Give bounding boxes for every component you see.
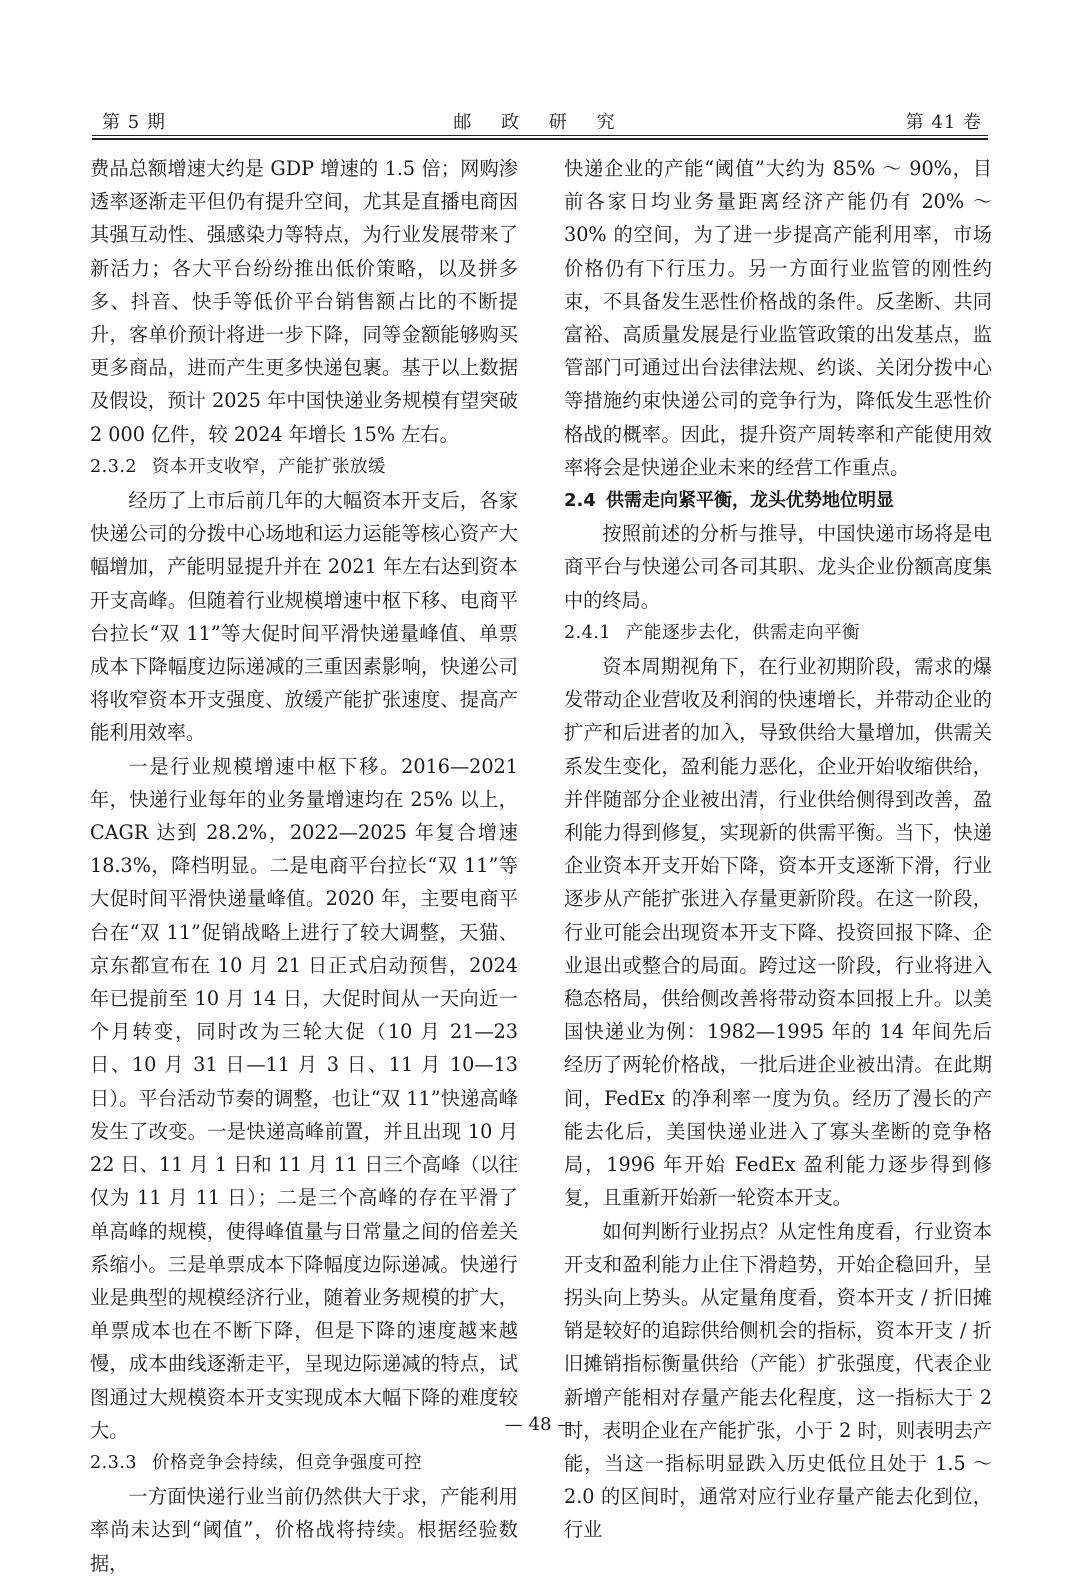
paragraph: 经历了上市后前几年的大幅资本开支后，各家快递公司的分拨中心场地和运力运能等核心资产大幅增加，产能明显提升并在 2021 年左右达到资本开支高峰。但随着行业规模增速中枢下移、电商平台拉长“双 11”等大促时间平滑快递量峰值、单票成本下降幅度边际递减的三重因素影响，快递公司将收窄资本开支强度、放缓产能扩张速度、提高产能利用效率。 — [90, 489, 518, 745]
running-header — [92, 104, 988, 134]
paragraph: 一是行业规模增速中枢下移。2016—2021 年，快递行业每年的业务量增速均在 25% 以上，CAGR 达到 28.2%，2022—2025 年复合增速 18.3%，降档明显。二是电商平台拉长“双 11”等大促时间平滑快递量峰值。2020 年，主要电商平台在“双 11”促销战略上进行了较大调整，天猫、京东都宣布在 10 月 21 日正式启动预售，2024 年已提前至 10 月 14 日，大促时间从一天向近一个月转变，同时改为三轮大促（10 月 21—23 日、10 月 31 日—11 月 3 日、11 月 10—13 日）。平台活动节奏的调整，也让“双 11”快递高峰发生了改变。一是快递高峰前置，并且出现 10 月 22 日、11 月 1 日和 11 月 11 日三个高峰（以往仅为 11 月 11 日）；二是三个高峰的存在平滑了单高峰的规模，使得峰值量与日常量之间的倍差关系缩小。三是单票成本下降幅度边际递减。快递行业是典型的规模经济行业，随着业务规模的扩大，单票成本也在不断下降，但是下降的速度越来越慢，成本曲线逐渐走平，呈现边际递减的特点，试图通过大规模资本开支实现成本大幅下降的难度较大。 — [90, 754, 518, 1442]
section-title: 价格竞争会持续，但竞争强度可控 — [152, 1452, 422, 1473]
page-number: — 48 — — [504, 1414, 576, 1435]
section-number: 2.3.2 — [90, 456, 138, 477]
header-rule-thick — [92, 138, 988, 140]
paragraph: 如何判断行业拐点？从定性角度看，行业资本开支和盈利能力止住下滑趋势，开始企稳回升，呈拐头向上势头。从定量角度看，资本开支 / 折旧摊销是较好的追踪供给侧机会的指标，资本开支 / 折旧摊销指标衡量供给（产能）扩张强度，代表企业新增产能相对存量产能去化程度，这一指标大于 2 时，表明企业在产能扩张，小于 2 时，则表明去产能，当这一指标明显跌入历史低位且处于 1.5 ～ 2.0 的区间时，通常对应行业存量产能去化到位，行业 — [564, 1219, 992, 1542]
section-title: 供需走向紧平衡，龙头优势地位明显 — [606, 490, 894, 512]
journal-title: 邮 政 研 究 — [453, 112, 627, 133]
section-heading-2-3-3 — [90, 1447, 518, 1480]
paragraph: 费品总额增速大约是 GDP 增速的 1.5 倍；网购渗透率逐渐走平但仍有提升空间，尤其是直播电商因其强互动性、强感染力等特点，为行业发展带来了新活力；各大平台纷纷推出低价策略，以及拼多多、抖音、快手等低价平台销售额占比的不断提升，客单价预计将进一步下降，同等金额能够购买更多商品，进而产生更多快递包裹。基于以上数据及假设，预计 2025 年中国快递业务规模有望突破 2 000 亿件，较 2024 年增长 15% 左右。 — [90, 157, 518, 446]
paragraph: 资本周期视角下，在行业初期阶段，需求的爆发带动企业营收及利润的快速增长，并带动企业的扩产和后进者的加入，导致供给大量增加，供需关系发生变化，盈利能力恶化，企业开始收缩供给，并伴随部分企业被出清，行业供给侧得到改善，盈利能力得到修复，实现新的供需平衡。当下，快递企业资本开支开始下降，资本开支逐渐下滑，行业逐步从产能扩张进入存量更新阶段。在这一阶段，行业可能会出现资本开支下降、投资回报下降、企业退出或整合的局面。跨过这一阶段，行业将进入稳态格局，供给侧改善将带动资本回报上升。以美国快递业为例：1982—1995 年的 14 年间先后经历了两轮价格战，一批后进企业被出清。在此期间，FedEx 的净利率一度为负。经历了漫长的产能去化后，美国快递业进入了寡头垄断的竞争格局，1996 年开始 FedEx 盈利能力逐步得到修复，且重新开始新一轮资本开支。 — [564, 655, 992, 1210]
paragraph: 快递企业的产能“阈值”大约为 85% ～ 90%，目前各家日均业务量距离经济产能仍有 20% ～ 30% 的空间，为了进一步提高产能利用率，市场价格仍有下行压力。另一方面行业监管的刚性约束，不具备发生恶性价格战的条件。反垄断、共同富裕、高质量发展是行业监管政策的出发基点，监管部门可通过出台法律法规、约谈、关闭分拨中心等措施约束快递公司的竞争行为，降低发生恶性价格战的概率。因此，提升资产周转率和产能使用效率将会是快递企业未来的经营工作重点。 — [564, 157, 992, 479]
section-title: 产能逐步去化，供需走向平衡 — [626, 622, 860, 643]
section-number: 2.4.1 — [564, 622, 612, 643]
right-column — [564, 152, 992, 1547]
section-heading-2-3-2 — [90, 451, 518, 484]
paragraph: 一方面快递行业当前仍然供大于求，产能利用率尚未达到“阈值”，价格战将持续。根据经验数据， — [90, 1485, 518, 1575]
issue-number: 第 5 期 — [102, 112, 166, 133]
section-title: 资本开支收窄，产能扩张放缓 — [152, 456, 386, 477]
volume-number: 第 41 卷 — [905, 112, 982, 133]
section-heading-2-4-1 — [564, 617, 992, 650]
paragraph: 按照前述的分析与推导，中国快递市场将是电商平台与快递公司各司其职、龙头企业份额高度集中的终局。 — [564, 522, 992, 612]
left-column — [90, 152, 518, 1580]
section-number: 2.3.3 — [90, 1452, 138, 1473]
section-number: 2.4 — [564, 490, 596, 512]
header-rule-thin — [92, 135, 988, 136]
section-heading-2-4 — [564, 484, 992, 517]
